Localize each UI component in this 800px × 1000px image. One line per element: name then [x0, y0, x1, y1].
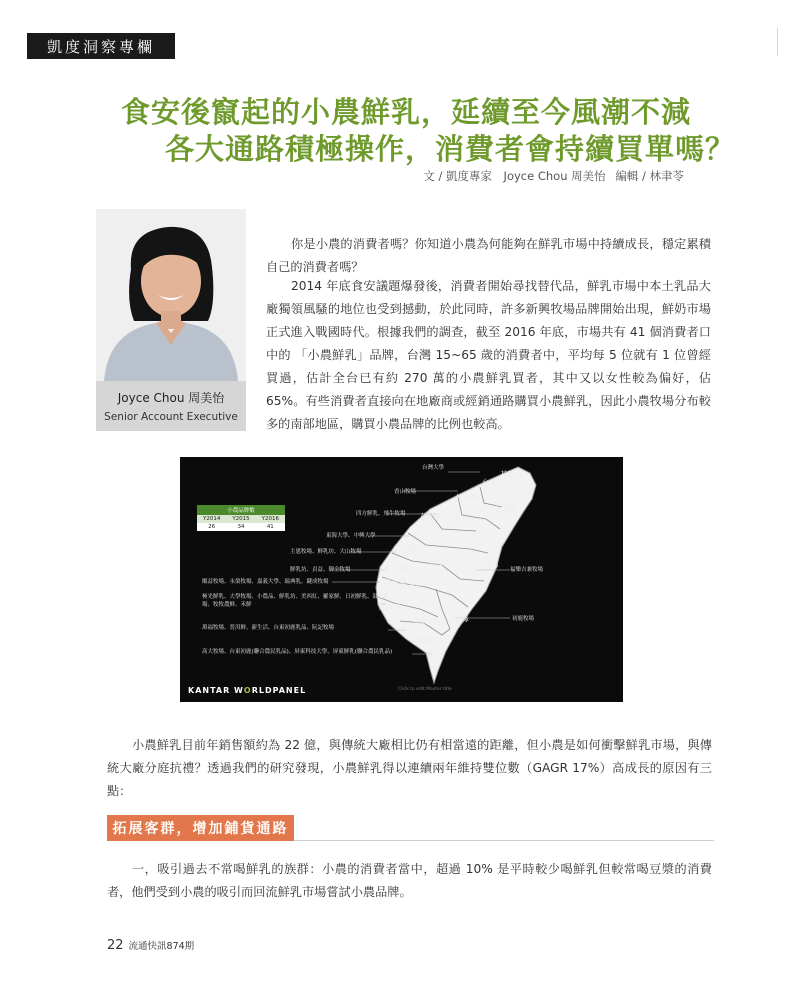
page-corner-mark — [777, 28, 778, 56]
county-label: 嘉義縣 — [400, 582, 423, 591]
figure-source-note: Click to edit Master title — [398, 687, 452, 692]
map-label: 極光鮮乳、大學牧場、小農品、鮮乳坊、美西紅、羅家鮮、日初鮮乳、鼓浪牧場、牧牧農鮮、禾鮮 — [202, 594, 390, 608]
brand-count-table-title: 小農品牌數 — [197, 505, 285, 515]
county-label: 宜蘭縣 — [496, 504, 519, 513]
kantar-worldpanel-logo: KANTAR WORLDPANEL — [188, 686, 307, 695]
brand-count-table-value-row — [197, 523, 285, 531]
map-label: 主恩牧場、鮮乳坊、大山牧場 — [290, 549, 362, 555]
county-label: 台北市 — [482, 478, 505, 487]
map-label: 四方鮮乳、飛牛牧場 — [356, 511, 406, 517]
taiwan-dairy-map-figure — [180, 457, 623, 702]
table-value-cell: 26 — [208, 524, 216, 530]
column-tag: 凱度洞察專欄 — [27, 33, 175, 59]
byline-author: 文 / 凱度專家 Joyce Chou 周美怡 — [423, 169, 606, 183]
section-divider — [294, 840, 714, 841]
map-label: 高大牧場、台東初鹿(聯合農民乳品)、屏東科技大學、屏東鮮乳(聯合農民乳品) — [202, 649, 393, 655]
brand-count-table-header-row — [197, 515, 285, 523]
publication-name: 流通快訊874期 — [128, 941, 195, 952]
county-label: 南投縣 — [428, 558, 451, 567]
county-label: 台中市 — [422, 532, 445, 541]
county-label: 桃園縣 — [456, 493, 479, 502]
headline-line-2: 各大通路積極操作，消費者會持續買單嗎？ — [164, 132, 735, 166]
map-label: 順益牧場、永榮牧場、嘉義大學、瑞典乳、鍵成牧場 — [202, 579, 329, 585]
headline-line-1: 食安後竄起的小農鮮乳，延續至今風潮不減 — [120, 95, 691, 129]
table-header-cell: Y2015 — [232, 516, 250, 522]
county-label: 高雄市 — [414, 616, 437, 625]
author-photo — [96, 209, 246, 381]
county-label: 新竹縣 — [436, 510, 459, 519]
map-label: 鮮乳坊、貞益、御全牧場 — [290, 567, 351, 573]
county-label: 苗栗縣 — [420, 512, 443, 521]
map-label: 初鹿牧場 — [512, 616, 535, 622]
author-title: Senior Account Executive — [104, 411, 238, 423]
county-label: 台東縣 — [446, 614, 469, 623]
author-caption — [96, 381, 246, 431]
map-label: 台灣大學 — [422, 465, 445, 471]
table-header-cell: Y2016 — [261, 516, 279, 522]
author-profile-card — [96, 209, 246, 431]
county-label: 屏東縣 — [412, 636, 435, 645]
county-label: 彰化縣 — [394, 544, 417, 553]
county-label: 台南市 — [378, 602, 401, 611]
body-paragraph-3: 一，吸引過去不常喝鮮乳的族群：小農的消費者當中，超過 10% 是平時較少喝鮮乳但較常喝豆漿的消費者，他們受到小農的吸引而回流鮮乳市場嘗試小農品牌。 — [107, 862, 712, 899]
county-label: 基隆市 — [500, 470, 523, 479]
table-value-cell: 41 — [266, 524, 274, 530]
intro-paragraph: 你是小農的消費者嗎？你知道小農為何能夠在鮮乳市場中持續成長，穩定累積自己的消費者嗎？ — [266, 237, 711, 274]
page-number: 22 — [107, 938, 124, 953]
county-label: 嘉義市 — [384, 576, 407, 585]
county-label: 新北市 — [506, 486, 529, 495]
map-label: 香山牧場 — [394, 489, 417, 495]
county-label: 花蓮縣 — [476, 560, 499, 569]
byline-editor: 編輯 / 林聿苓 — [615, 169, 684, 183]
brand-count-table — [197, 505, 285, 531]
map-label: 東海大學、中興大學 — [326, 533, 376, 539]
body-paragraph-1: 2014 年底食安議題爆發後，消費者開始尋找替代品，鮮乳市場中本土乳品大廠獨領風騷的地位也受到撼動，於此同時，許多新興牧場品牌開始出現，鮮奶市場正式進入戰國時代。根據我們的調查，截至 2016 年底，市場共有 41 個消費者口中的 「小農鮮乳」品牌，台灣 15~65 歲的消費者中，平均每 5 位就有 1 位曾經買過，估計全台已有約 270 萬的小農鮮乳買者，其中又以女性較為偏好，佔 65%。有些消費者直接向在地廠商或經銷通路購買小農鮮乳，因此小農牧場分布較多的南部地區，購買小農品牌的比例也較高。 — [266, 279, 711, 431]
table-header-cell: Y2014 — [202, 516, 221, 522]
county-label: 雲林縣 — [384, 564, 407, 573]
table-value-cell: 34 — [237, 524, 245, 530]
byline — [417, 168, 684, 184]
section-heading: 拓展客群，增加鋪貨通路 — [107, 815, 294, 841]
author-name: Joyce Chou 周美怡 — [117, 391, 225, 405]
page-folio — [107, 938, 194, 953]
body-paragraph-2: 小農鮮乳目前年銷售額約為 22 億，與傳統大廠相比仍有相當遠的距離，但小農是如何衝擊鮮乳市場，與傳統大廠分庭抗禮？透過我們的研究發現，小農鮮乳得以連續兩年維持雙位數（GAGR 17%）高成長的原因有三點： — [107, 738, 712, 798]
map-label: 福樂吉兼牧場 — [510, 567, 544, 573]
map-label: 萬福牧場、普洱鮮、新生活、台東初鹿乳品、阮記牧場 — [202, 625, 335, 631]
